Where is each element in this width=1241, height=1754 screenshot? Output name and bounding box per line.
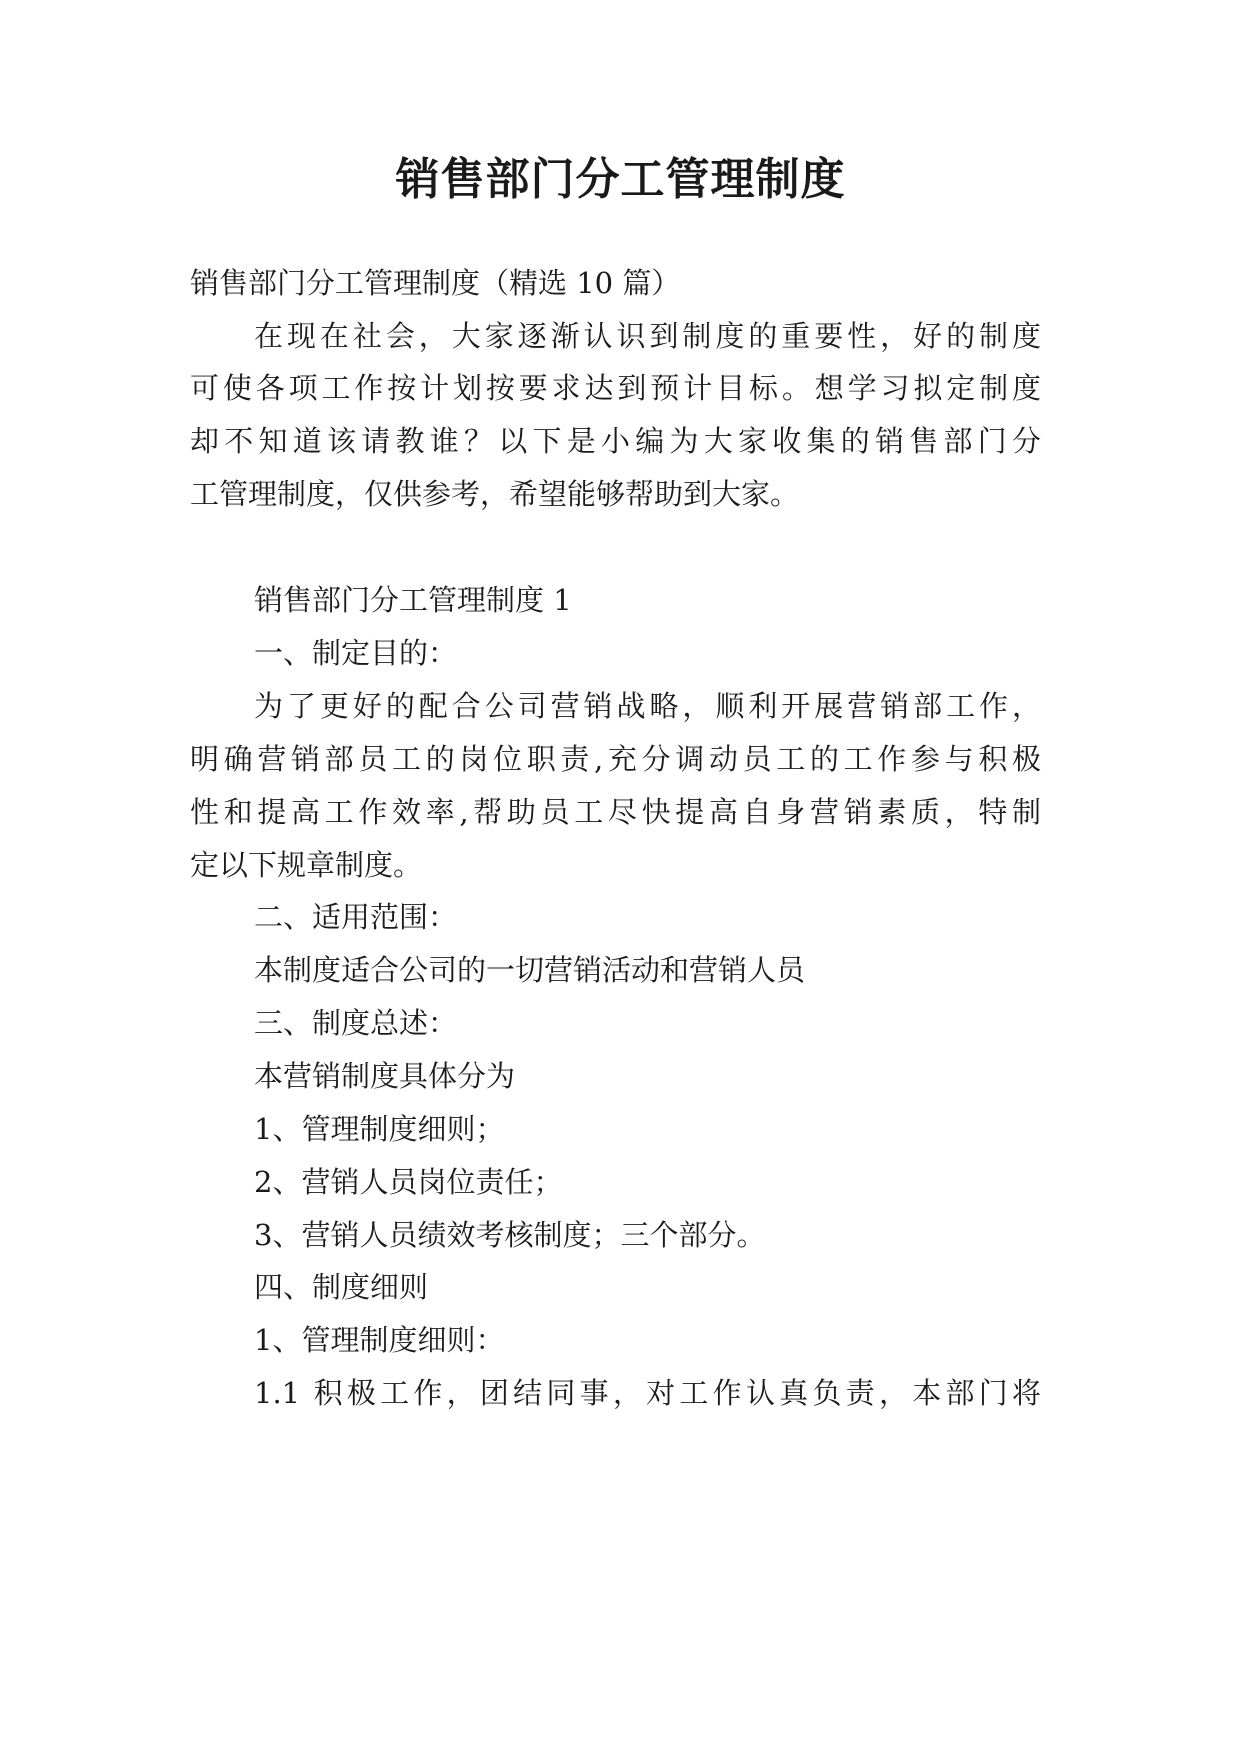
details-heading: 四、制度细则 [254,1270,429,1304]
scope-heading: 二、适用范围： [254,900,458,934]
overview-heading: 三、制度总述： [254,1006,458,1040]
purpose-line-2: 明确营销部员工的岗位职责,充分调动员工的工作参与积极 [190,742,1041,776]
overview-item-3: 3、营销人员绩效考核制度；三个部分。 [254,1218,766,1252]
intro-line-2: 可使各项工作按计划按要求达到预计目标。想学习拟定制度 [190,371,1041,405]
details-item-1-1: 1.1 积极工作，团结同事，对工作认真负责，本部门将 [254,1376,1041,1410]
intro-line-1: 在现在社会，大家逐渐认识到制度的重要性，好的制度 [254,319,1041,353]
document-title: 销售部门分工管理制度 [395,154,846,205]
overview-item-2: 2、营销人员岗位责任； [254,1165,563,1199]
section-heading: 销售部门分工管理制度 1 [254,583,572,617]
purpose-line-3: 性和提高工作效率,帮助员工尽快提高自身营销素质，特制 [190,795,1041,829]
overview-text: 本营销制度具体分为 [254,1059,516,1093]
intro-line-3: 却不知道该请教谁？以下是小编为大家收集的销售部门分 [190,424,1041,458]
purpose-heading: 一、制定目的： [254,636,458,670]
intro-line-4: 工管理制度，仅供参考，希望能够帮助到大家。 [190,477,800,511]
overview-item-1: 1、管理制度细则； [254,1112,505,1146]
purpose-line-4: 定以下规章制度。 [190,848,423,882]
scope-text: 本制度适合公司的一切营销活动和营销人员 [254,953,806,987]
document-subtitle: 销售部门分工管理制度（精选 10 篇） [190,266,681,300]
purpose-line-1: 为了更好的配合公司营销战略，顺利开展营销部工作， [254,689,1041,723]
details-subheading: 1、管理制度细则： [254,1323,505,1357]
